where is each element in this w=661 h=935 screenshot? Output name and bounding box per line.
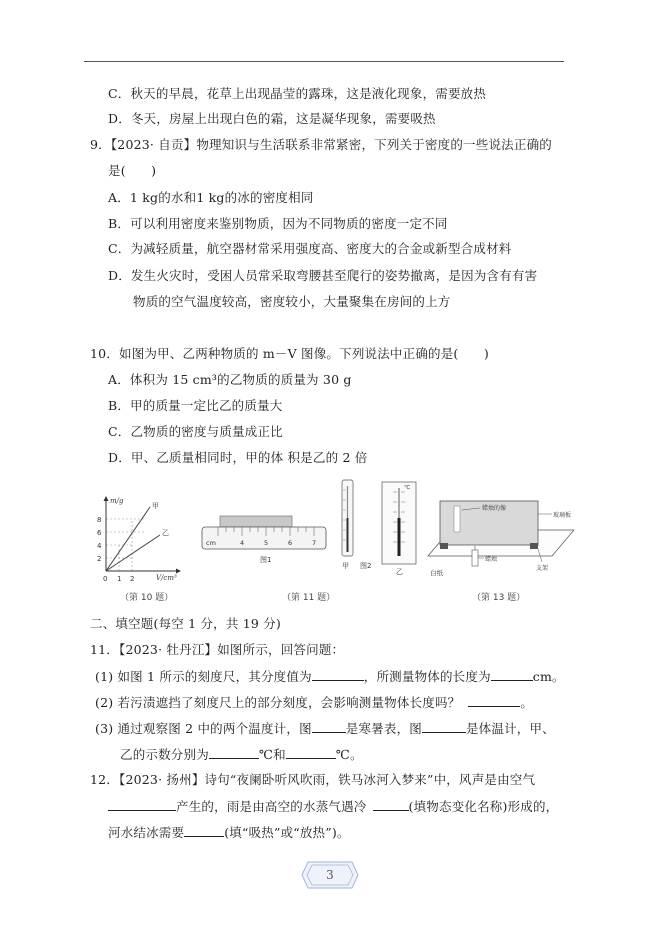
x-tick-1: 1 <box>117 575 122 583</box>
y-tick-8: 8 <box>97 516 102 524</box>
q9-option-a: A．1 kg的水和1 kg的冰的密度相同 <box>108 190 314 205</box>
x-tick-2: 2 <box>130 575 135 583</box>
q9-option-d-line2: 物质的空气温度较高，密度较小，大量聚集在房间的上方 <box>133 294 451 309</box>
q9-option-b: B．可以利用密度来鉴别物质，因为不同物质的密度一定不同 <box>108 216 448 231</box>
q12-line3-text-b: (填“吸热”或“放热”)。 <box>224 825 350 840</box>
page-number: 3 <box>326 868 334 882</box>
label-candle: 蜡烛 <box>485 556 498 563</box>
q9-option-c: C．为减轻质量，航空器材常采用强度高、密度大的合金或新型合成材料 <box>108 241 512 256</box>
figure-11-ruler-thermometers <box>198 478 422 588</box>
q9-option-d-line1: D．发生火灾时，受困人员常采取弯腰甚至爬行的姿势撤离，是因为含有有害 <box>108 268 538 283</box>
answer-blank[interactable] <box>286 746 336 759</box>
q8-option-c: C．秋天的早晨，花草上出现晶莹的露珠，这是液化现象，需要放热 <box>108 86 487 101</box>
ruler-tick-6: 6 <box>288 539 293 547</box>
answer-blank[interactable] <box>468 694 520 707</box>
therm-yi-unit: ℃ <box>404 485 411 491</box>
answer-blank[interactable] <box>422 720 466 733</box>
q11-part2-text-a: (2) 若污渍遮挡了刻度尺上的部分刻度，会影响测量物体长度吗？ <box>95 695 461 710</box>
x-tick-0: 0 <box>103 575 108 583</box>
q9-stem-line1: 9．【2023· 自贡】物理知识与生活联系非常紧密，下列关于密度的一些说法正确的 <box>90 137 552 152</box>
figure-10-caption: （第 10 题） <box>120 593 174 603</box>
answer-blank[interactable] <box>312 668 364 681</box>
q11-part3-text-e: ℃和 <box>258 747 286 762</box>
figure-13-mirror-setup <box>426 496 576 588</box>
q11-part1-text-b: ，所测量物体的长度为 <box>363 669 491 684</box>
label-glass-plate: 玻璃板 <box>553 512 572 519</box>
therm-jia-label: 甲 <box>342 562 349 570</box>
answer-blank[interactable] <box>373 798 409 811</box>
q10-option-b: B．甲的质量一定比乙的质量大 <box>108 398 283 413</box>
fig1-label: 图1 <box>260 556 272 564</box>
q11-part1-text-a: (1) 如图 1 所示的刻度尺，其分度值为 <box>95 669 312 684</box>
figure-10-mv-graph <box>92 495 198 585</box>
q12-line2-text-a: 产生的，雨是由高空的水蒸气遇冷 <box>176 799 367 814</box>
line-jia <box>106 507 150 571</box>
line-yi <box>106 535 160 571</box>
line-jia-label: 甲 <box>152 502 159 510</box>
q11-part3-line2 <box>120 746 363 763</box>
answer-blank[interactable] <box>491 668 533 681</box>
q11-part2 <box>95 694 533 711</box>
q11-part1-text-c: cm。 <box>532 669 565 684</box>
fig2-label: 图2 <box>360 562 372 570</box>
q11-part3-line1 <box>95 720 555 737</box>
q11-part3-text-d: 乙的示数分别为 <box>120 747 209 762</box>
answer-blank[interactable] <box>108 798 176 811</box>
ruler-unit: cm <box>206 539 216 547</box>
x-axis-label: V/cm³ <box>156 574 177 582</box>
q11-part3-text-a: (3) 通过观察图 2 中的两个温度计，图 <box>95 721 312 736</box>
q11-stem: 11．【2023· 牡丹江】如图所示，回答问题： <box>90 642 345 657</box>
q10-option-d: D．甲、乙质量相同时，甲的体 积是乙的 2 倍 <box>108 450 368 465</box>
answer-blank[interactable] <box>184 824 224 837</box>
header-rule <box>84 61 564 62</box>
q10-option-a: A．体积为 15 cm³的乙物质的质量为 30 g <box>108 372 352 387</box>
therm-yi-label: 乙 <box>396 568 403 576</box>
figure-13-caption: （第 13 题） <box>472 593 526 603</box>
q11-part2-text-b: 。 <box>520 695 534 710</box>
section-2-title: 二、填空题(每空 1 分，共 19 分) <box>90 616 282 631</box>
label-candle-image: 蜡烛的像 <box>482 505 507 512</box>
q12-stem: 12．【2023· 扬州】诗句“夜阑卧听风吹雨，铁马冰河入梦来”中，风声是由空气 <box>90 772 536 787</box>
q11-part3-text-f: ℃。 <box>335 747 363 762</box>
label-stand: 支架 <box>536 565 549 572</box>
y-tick-6: 6 <box>97 529 102 537</box>
q11-part3-text-c: 是体温计，甲、 <box>465 721 555 736</box>
answer-blank[interactable] <box>312 720 346 733</box>
q9-stem-line2: 是( ) <box>108 163 157 178</box>
q12-line3-text-a: 河水结冰需要 <box>108 825 185 840</box>
ruler-tick-4: 4 <box>240 539 245 547</box>
answer-blank[interactable] <box>209 746 259 759</box>
y-axis-label: m/g <box>110 497 124 505</box>
q8-option-d: D．冬天，房屋上出现白色的霜，这是凝华现象，需要吸热 <box>108 111 436 126</box>
q11-part1 <box>95 668 565 685</box>
label-white-paper: 白纸 <box>430 569 443 577</box>
ruler-tick-5: 5 <box>264 539 269 547</box>
figure-11-caption: （第 11 题） <box>282 593 336 603</box>
ruler-tick-7: 7 <box>312 539 317 547</box>
q10-option-c: C．乙物质的密度与质量成正比 <box>108 424 283 439</box>
line-yi-label: 乙 <box>162 529 169 537</box>
q11-part3-text-b: 是寒暑表，图 <box>345 721 422 736</box>
q12-line2 <box>108 798 558 815</box>
y-tick-4: 4 <box>97 542 102 550</box>
q12-line3 <box>108 824 350 841</box>
q12-line2-text-b: (填物态变化名称)形成的， <box>408 799 559 814</box>
y-tick-2: 2 <box>97 555 102 563</box>
q10-stem: 10．如图为甲、乙两种物质的 m－V 图像。下列说法中正确的是( ) <box>90 346 489 361</box>
